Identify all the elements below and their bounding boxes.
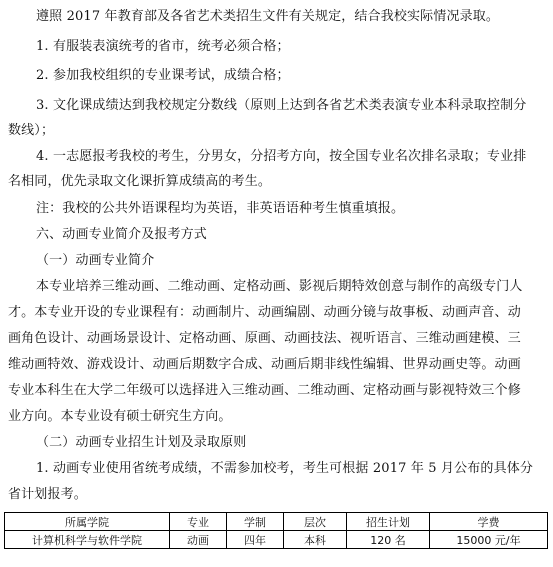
table-header-row [5, 513, 548, 531]
col-duration: 学制 [227, 513, 284, 531]
intro-para-line-3: 画角色设计、动画场景设计、定格动画、原画、动画技法、视听语言、三维动画建模、三 [8, 331, 521, 346]
rule-item-3: 3. 文化课成绩达到我校规定分数线（原则上达到各省艺术类表演专业本科录取控制分 [36, 98, 527, 113]
note-line: 注：我校的公共外语课程均为英语，非英语语种考生慎重填报。 [36, 201, 405, 216]
intro-para-line-4: 维动画特效、游戏设计、动画后期数字合成、动画后期非线性编辑、世界动画史等。动画 [8, 357, 521, 372]
cell-duration: 四年 [227, 531, 284, 549]
col-quota: 招生计划 [347, 513, 430, 531]
rule-item-2: 2. 参加我校组织的专业课考试，成绩合格； [36, 68, 290, 83]
rule-item-4: 4. 一志愿报考我校的考生，分男女，分招考方向，按全国专业名次排名录取；专业排 [36, 149, 527, 164]
rule-item-3-cont: 数线）； [8, 123, 55, 138]
subsection-heading-1: （一）动画专业简介 [36, 253, 155, 268]
subsection-heading-2: （二）动画专业招生计划及录取原则 [36, 435, 247, 450]
rule-item-1: 1. 有服装表演统考的省市，统考必须合格； [36, 39, 290, 54]
table-row [5, 531, 548, 549]
col-major: 专业 [170, 513, 227, 531]
plan-item-1-cont: 省计划报考。 [8, 487, 87, 502]
intro-para-line-1: 本专业培养三维动画、二维动画、定格动画、影视后期特效创意与制作的高级专门人 [36, 279, 523, 294]
enrollment-table [4, 512, 548, 549]
col-college: 所属学院 [5, 513, 170, 531]
intro-para-line-5: 专业本科生在大学二年级可以选择进入三维动画、二维动画、定格动画与影视特效三个修 [8, 383, 521, 398]
intro-para-line-6: 业方向。本专业设有硕士研究生方向。 [8, 409, 232, 424]
cell-quota: 120 名 [347, 531, 430, 549]
cell-tuition: 15000 元/年 [430, 531, 548, 549]
cell-level: 本科 [284, 531, 347, 549]
section-heading-6: 六、动画专业简介及报考方式 [36, 227, 207, 242]
col-tuition: 学费 [430, 513, 548, 531]
cell-major: 动画 [170, 531, 227, 549]
intro-para-line-2: 才。本专业开设的专业课程有：动画制片、动画编剧、动画分镜与故事板、动画声音、动 [8, 305, 521, 320]
cell-college: 计算机科学与软件学院 [5, 531, 170, 549]
col-level: 层次 [284, 513, 347, 531]
rule-item-4-cont: 名相同，优先录取文化课折算成绩高的考生。 [8, 174, 272, 189]
paragraph-intro: 遵照 2017 年教育部及各省艺术类招生文件有关规定，结合我校实际情况录取。 [36, 9, 500, 24]
plan-item-1: 1. 动画专业使用省统考成绩，不需参加校考，考生可根据 2017 年 5 月公布的具体分 [36, 461, 534, 476]
